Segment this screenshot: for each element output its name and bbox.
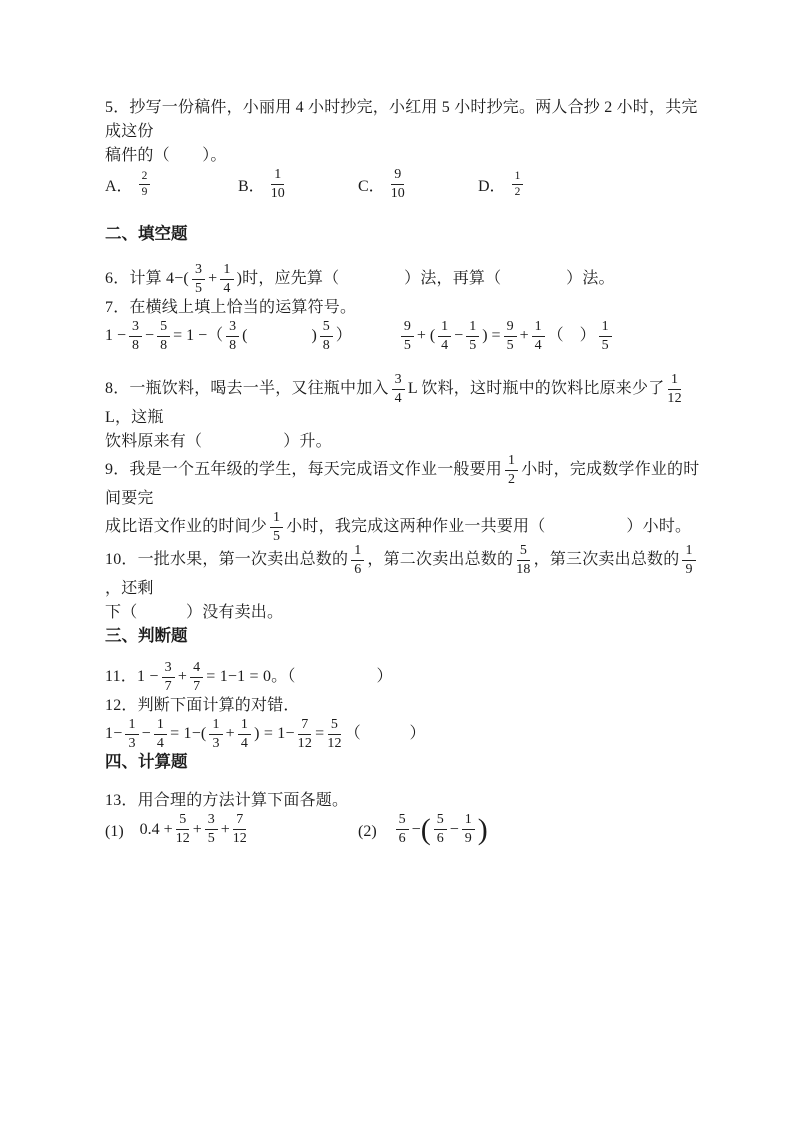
text-run: − xyxy=(411,820,421,838)
text-run: + xyxy=(519,327,529,345)
option-c-fraction xyxy=(391,168,405,201)
text-run: = 1−( xyxy=(170,725,207,743)
fraction-denominator: 12 xyxy=(327,736,342,751)
text-run: L 饮料，这时瓶中的饮料比原来少了 xyxy=(407,380,665,398)
question-12 xyxy=(105,694,705,751)
fraction-denominator: 2 xyxy=(514,186,521,198)
fraction-numerator: 7 xyxy=(233,813,246,830)
option-b-fraction xyxy=(271,168,285,201)
fraction xyxy=(320,320,333,353)
text-run: L，这瓶 xyxy=(105,409,164,426)
fraction-denominator: 7 xyxy=(193,679,201,694)
fraction-denominator: 10 xyxy=(270,186,285,201)
fraction xyxy=(351,544,364,577)
fraction xyxy=(438,320,451,353)
fraction-numerator: 5 xyxy=(396,813,409,830)
question-7-equations xyxy=(105,320,705,353)
answer-blank: （ ） xyxy=(547,327,596,345)
fraction-numerator: 1 xyxy=(351,544,364,561)
fraction xyxy=(434,813,447,846)
section-title-calculation: 四、计算题 xyxy=(105,753,188,771)
question-5-options xyxy=(105,168,705,201)
left-parenthesis: ( xyxy=(420,812,431,846)
section-title-judge: 三、判断题 xyxy=(105,627,188,645)
fraction-denominator: 4 xyxy=(441,338,449,353)
fraction-numerator: 1 xyxy=(466,320,479,337)
text-run: ） xyxy=(335,327,352,345)
text-run: )时，应先算（ ）法，再算（ ）法。 xyxy=(236,270,615,288)
right-parenthesis: ) xyxy=(477,812,488,846)
fraction-denominator: 4 xyxy=(156,736,165,751)
fraction-denominator: 3 xyxy=(128,736,136,751)
question-6-line xyxy=(105,263,705,296)
question-8 xyxy=(105,373,705,454)
fraction-denominator: 2 xyxy=(508,472,516,487)
fraction xyxy=(238,718,251,751)
question-13-text: 13．用合理的方法计算下面各题。 xyxy=(105,792,349,809)
fraction-numerator: 9 xyxy=(504,320,517,337)
fraction xyxy=(192,263,205,296)
fraction xyxy=(462,813,475,846)
fraction xyxy=(466,320,479,353)
fraction-denominator: 8 xyxy=(132,338,140,353)
fraction xyxy=(504,320,517,353)
fraction xyxy=(220,263,233,296)
fraction xyxy=(682,544,695,577)
fraction-numerator: 9 xyxy=(401,320,414,337)
text-run: 0.4 + xyxy=(139,820,173,838)
fraction-numerator: 1 xyxy=(682,544,695,561)
fraction-numerator: 7 xyxy=(298,718,311,735)
fraction-denominator: 4 xyxy=(240,736,249,751)
question-9 xyxy=(105,454,705,544)
answer-blank: ( ) xyxy=(242,327,317,345)
question-13-items xyxy=(105,813,705,846)
text-run: 小时，完成数学作业的时间要完 xyxy=(105,461,700,507)
text-run: 小时，我完成这两种作业一共要用（ ）小时。 xyxy=(286,518,692,536)
fraction xyxy=(392,373,405,406)
text-run: + xyxy=(192,820,202,838)
fraction xyxy=(205,813,218,846)
fraction xyxy=(157,320,170,353)
fraction-denominator: 5 xyxy=(273,529,281,544)
fraction xyxy=(298,718,312,751)
option-d-label: D． xyxy=(478,178,506,195)
fraction xyxy=(270,511,283,544)
question-10-line-2: 下（ ）没有卖出。 xyxy=(105,604,284,621)
option-c xyxy=(358,168,478,201)
section-title-fill-in: 二、填空题 xyxy=(105,225,188,243)
fraction-denominator: 3 xyxy=(212,736,220,751)
question-5-text-line-1: 5．抄写一份稿件，小丽用 4 小时抄完，小红用 5 小时抄完。两人合抄 2 小时，共完成这份 xyxy=(105,99,698,140)
text-run: 1− xyxy=(105,725,123,743)
fraction-numerator: 5 xyxy=(434,813,447,830)
text-run: 9．我是一个五年级的学生，每天完成语文作业一般要用 xyxy=(105,461,503,479)
question-11-line xyxy=(105,661,705,694)
fraction-numerator: 3 xyxy=(205,813,218,830)
fraction-denominator: 6 xyxy=(398,831,406,846)
question-10-line-1 xyxy=(105,544,705,601)
text-run: = 1 −（ xyxy=(173,327,224,345)
fraction-denominator: 5 xyxy=(506,338,514,353)
question-11 xyxy=(105,661,705,694)
item-label: (1) xyxy=(105,823,140,840)
fraction-denominator: 12 xyxy=(297,736,313,751)
text-run: − xyxy=(449,820,459,838)
equation-1 xyxy=(105,320,352,353)
fraction-denominator: 18 xyxy=(516,562,531,577)
fraction-denominator: 5 xyxy=(601,338,609,353)
text-run: 8．一瓶饮料，喝去一半，又往瓶中加入 xyxy=(105,380,389,398)
calc-item-2 xyxy=(358,813,488,846)
option-a-fraction xyxy=(139,171,151,199)
fraction-numerator: 2 xyxy=(139,171,151,186)
fraction xyxy=(125,718,138,751)
fraction-numerator: 1 xyxy=(220,263,233,280)
fraction-denominator: 9 xyxy=(141,186,148,198)
fraction-numerator: 9 xyxy=(391,168,404,185)
text-run: ) = xyxy=(482,327,501,345)
question-5 xyxy=(105,96,705,201)
fraction-denominator: 12 xyxy=(175,831,190,846)
fraction xyxy=(129,320,142,353)
fraction-numerator: 5 xyxy=(328,718,341,735)
question-7-text: 7．在横线上填上恰当的运算符号。 xyxy=(105,299,357,316)
option-b-label: B． xyxy=(238,178,265,195)
fraction-numerator: 5 xyxy=(320,320,333,337)
fraction-numerator: 1 xyxy=(512,171,524,186)
question-9-line-2 xyxy=(105,511,705,544)
text-run: 11．1 − xyxy=(105,668,159,686)
text-run: − xyxy=(454,327,464,345)
fraction xyxy=(401,320,414,353)
fraction-denominator: 4 xyxy=(394,391,402,406)
question-8-line-2: 饮料原来有（ ）升。 xyxy=(105,433,332,450)
fraction xyxy=(233,813,247,846)
fraction xyxy=(599,320,612,353)
fraction-numerator: 3 xyxy=(192,263,205,280)
fraction-numerator: 1 xyxy=(238,718,251,735)
fraction-denominator: 12 xyxy=(232,831,247,846)
fraction-numerator: 1 xyxy=(209,718,222,735)
fraction-numerator: 1 xyxy=(599,320,612,337)
question-13 xyxy=(105,789,705,846)
question-8-line-1 xyxy=(105,373,705,430)
fraction-denominator: 4 xyxy=(223,281,231,296)
fraction xyxy=(176,813,190,846)
option-b xyxy=(238,168,358,201)
question-10 xyxy=(105,544,705,625)
text-run: 6．计算 4−( xyxy=(105,270,189,288)
fraction-denominator: 7 xyxy=(164,679,172,694)
fraction-denominator: 8 xyxy=(322,338,330,353)
fraction-numerator: 3 xyxy=(392,373,405,390)
fraction-numerator: 5 xyxy=(517,544,530,561)
fraction-denominator: 5 xyxy=(469,338,477,353)
fraction-denominator: 10 xyxy=(390,186,405,201)
fraction-numerator: 3 xyxy=(129,320,142,337)
fraction-numerator: 1 xyxy=(154,718,167,735)
fraction-numerator: 3 xyxy=(162,661,175,678)
question-9-line-1 xyxy=(105,454,705,511)
option-d-fraction xyxy=(512,171,524,199)
text-run: + xyxy=(225,725,235,743)
question-12-text: 12．判断下面计算的对错． xyxy=(105,697,300,714)
fraction-numerator: 1 xyxy=(438,320,451,337)
option-a-label: A． xyxy=(105,178,133,195)
fraction-denominator: 8 xyxy=(160,338,168,353)
text-run: ，第二次卖出总数的 xyxy=(367,551,514,569)
text-run: + ( xyxy=(416,327,436,345)
fraction xyxy=(516,544,530,577)
text-run: + xyxy=(220,820,230,838)
text-run: + xyxy=(208,270,218,288)
text-run: + xyxy=(177,668,188,686)
fraction-denominator: 5 xyxy=(194,281,203,296)
fraction-denominator: 8 xyxy=(229,338,237,353)
option-c-label: C． xyxy=(358,178,385,195)
fraction-denominator: 9 xyxy=(464,831,472,846)
question-6 xyxy=(105,263,705,296)
fraction-denominator: 5 xyxy=(207,831,215,846)
fraction xyxy=(532,320,545,353)
text-run: 1 − xyxy=(105,327,127,345)
fraction-numerator: 1 xyxy=(505,454,518,471)
fraction xyxy=(396,813,409,846)
fraction xyxy=(226,320,239,353)
fraction-denominator: 6 xyxy=(354,562,362,577)
question-5-text-line-2: 稿件的（ ）。 xyxy=(105,147,227,164)
fraction-numerator: 5 xyxy=(176,813,189,830)
fraction-numerator: 1 xyxy=(125,718,138,735)
answer-blank: （ ） xyxy=(344,725,426,743)
option-d xyxy=(478,171,598,199)
fraction-numerator: 3 xyxy=(226,320,239,337)
text-run: − xyxy=(145,327,155,345)
fraction xyxy=(154,718,167,751)
fraction-denominator: 9 xyxy=(685,562,693,577)
fraction xyxy=(190,661,203,694)
fraction-numerator: 1 xyxy=(532,320,545,337)
text-run: ，还剩 xyxy=(105,580,154,597)
fraction-denominator: 5 xyxy=(403,338,411,353)
text-run: = xyxy=(315,725,325,743)
fraction-numerator: 4 xyxy=(190,661,203,678)
question-12-equation xyxy=(105,718,705,751)
text-run: − xyxy=(141,725,151,743)
fraction-numerator: 1 xyxy=(271,168,284,185)
fraction xyxy=(667,373,681,406)
fraction xyxy=(327,718,341,751)
question-7 xyxy=(105,296,705,353)
calc-item-1 xyxy=(105,813,358,846)
text-run: ，第三次卖出总数的 xyxy=(533,551,680,569)
fraction xyxy=(162,661,175,694)
equation-2 xyxy=(398,320,615,353)
fraction-numerator: 1 xyxy=(668,373,681,390)
fraction-denominator: 4 xyxy=(534,338,542,353)
item-label: (2) xyxy=(358,823,393,840)
text-run: ) = 1− xyxy=(254,725,295,743)
text-run: = 1−1 = 0。（ ） xyxy=(206,668,393,686)
text-run: 成比语文作业的时间少 xyxy=(105,518,268,536)
fraction-denominator: 6 xyxy=(436,831,444,846)
fraction-denominator: 12 xyxy=(667,391,682,406)
fraction-numerator: 1 xyxy=(270,511,283,528)
fraction-numerator: 1 xyxy=(462,813,475,830)
fraction-numerator: 5 xyxy=(157,320,170,337)
fraction xyxy=(209,718,222,751)
option-a xyxy=(105,171,238,199)
text-run: 10．一批水果，第一次卖出总数的 xyxy=(105,551,349,569)
fraction xyxy=(505,454,518,487)
